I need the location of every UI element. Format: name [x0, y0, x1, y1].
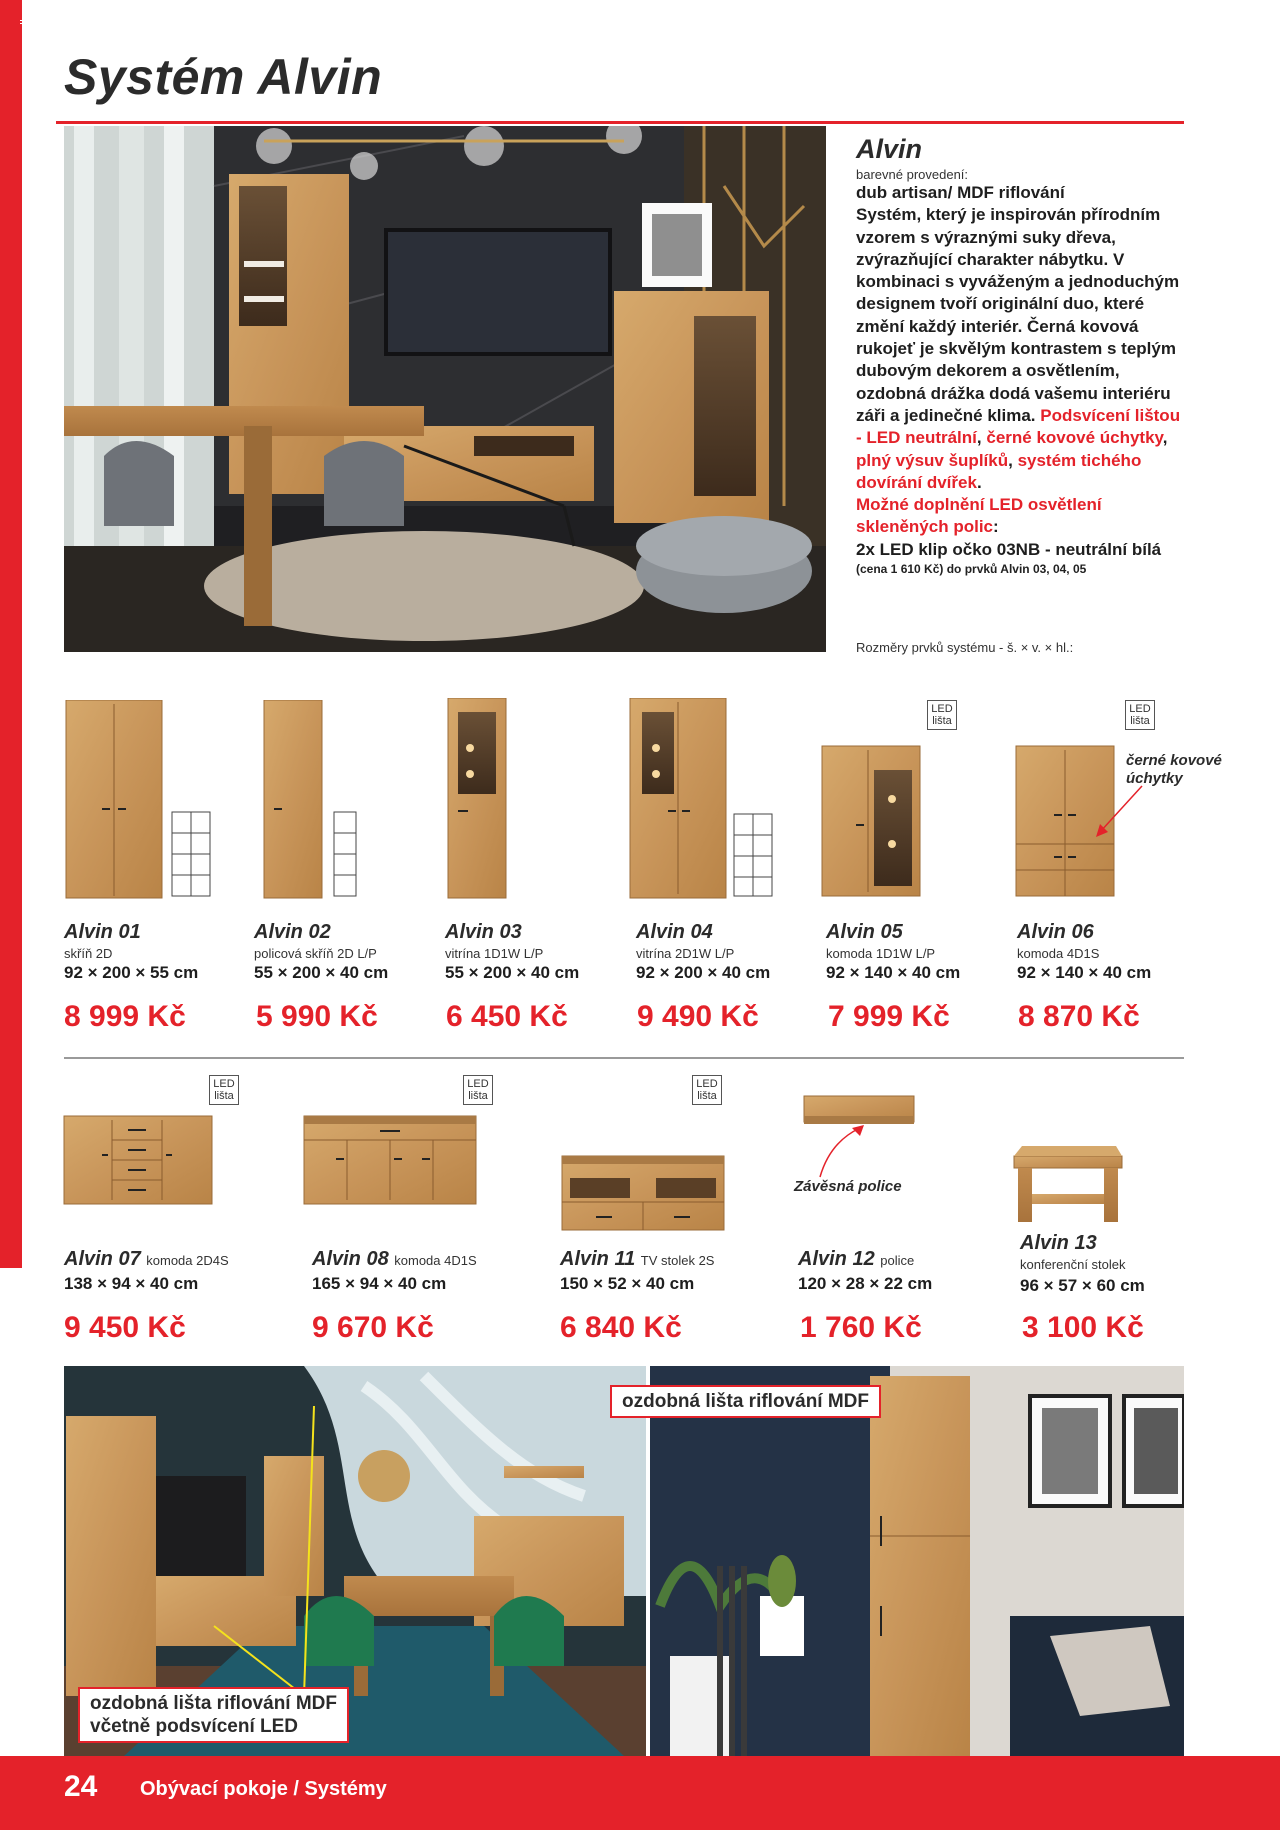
- caption-left-line1: ozdobná lišta riflování MDF: [90, 1693, 338, 1714]
- product-price: 9 670 Kč: [312, 1311, 434, 1344]
- product-price: 1 760 Kč: [800, 1311, 922, 1344]
- product-price: 5 990 Kč: [256, 1000, 378, 1033]
- color-value: dub artisan/ MDF riflování: [856, 183, 1065, 202]
- product-type: TV stolek 2S: [640, 1253, 715, 1268]
- dimensions-note: Rozměry prvků systému - š. × v. × hl.:: [856, 640, 1074, 655]
- handles-callout: černé kovové úchytky: [1126, 752, 1222, 787]
- product-name: Alvin 05: [826, 921, 903, 943]
- led-badge-sublabel: lišta: [1130, 715, 1150, 727]
- product-dimensions: 92 × 200 × 55 cm: [64, 963, 199, 982]
- led-badge-sublabel: lišta: [932, 715, 952, 727]
- product-type: komoda 1D1W L/P: [826, 946, 936, 961]
- description-text: Systém, který je inspirován přírodním vzorem s výraznými suky dřeva, zvýrazňující charakter nábytku. V kombinaci s vyváženým a jednoduchým designem tvoří originální duo, které změní každý interiér. Černá kovová rukojeť je skvělým kontrastem s teplým dubovým dekorem a osvětlením, ozdobná drážka dodá vašemu interiéru záři a jedinečné klima.: [856, 205, 1180, 425]
- side-menu-mark: [20, 20, 28, 24]
- alvin-04-image: [628, 698, 778, 900]
- product-name-text: Alvin 12: [798, 1248, 875, 1270]
- product-name: Alvin 13: [1020, 1232, 1097, 1254]
- product-name: Alvin 02: [254, 921, 331, 943]
- feature-soft-close: systém tichého dovírání dvířek: [856, 450, 1142, 492]
- product-price: 3 100 Kč: [1022, 1311, 1144, 1344]
- caption-right: ozdobná lišta riflování MDF: [610, 1385, 881, 1418]
- living-room-photo-right: [650, 1366, 1184, 1756]
- page-footer: [0, 1756, 1280, 1830]
- side-accent-bar: [0, 0, 22, 1268]
- product-dimensions: 96 × 57 × 60 cm: [1020, 1276, 1145, 1295]
- alvin-05-image: [820, 744, 924, 900]
- product-type: konferenční stolek: [1020, 1257, 1126, 1272]
- product-name: [560, 1248, 714, 1271]
- led-badge-sublabel: lišta: [697, 1090, 717, 1102]
- led-badge-label: LED: [467, 1078, 489, 1090]
- optional-led-text: Možné doplnění LED osvětlení skleněných polic: [856, 495, 1102, 537]
- hero-room-photo: [64, 126, 826, 652]
- alvin-02-image: [262, 700, 362, 900]
- led-badge-alvin-07: [209, 1075, 239, 1105]
- product-name: [64, 1248, 229, 1271]
- product-name: [798, 1248, 914, 1271]
- alvin-03-image: [446, 698, 510, 900]
- product-price: 6 450 Kč: [446, 1000, 568, 1033]
- product-type: policová skříň 2D L/P: [254, 946, 377, 961]
- product-name: Alvin 04: [636, 921, 713, 943]
- page-number: 24: [64, 1770, 98, 1803]
- product-dimensions: 92 × 140 × 40 cm: [1017, 963, 1152, 982]
- description-body: Systém, který je inspirován přírodním vzorem s výraznými suky dřeva, zvýrazňující charakter nábytku. V kombinaci s vyváženým a jednoduchým designem tvoří originální duo, které změní každý interiér. Černá kovová rukojeť je skvělým kontrastem s teplým dubovým dekorem a osvětlením, ozdobná drážka dodá vašemu interiéru záři a jedinečné klima. Podsvícení lištou - LED neutrální, černé kovové úchytky, plný výsuv šuplíků, systém tichého dovírání dvířek.: [856, 205, 1181, 492]
- system-description: [856, 134, 1186, 576]
- page-title: Systém Alvin: [64, 49, 383, 105]
- led-badge-alvin-11: [692, 1075, 722, 1105]
- product-type: vitrína 2D1W L/P: [636, 946, 735, 961]
- led-badge-alvin-08: [463, 1075, 493, 1105]
- product-price: 9 450 Kč: [64, 1311, 186, 1344]
- product-name: [312, 1248, 477, 1271]
- product-price: 6 840 Kč: [560, 1311, 682, 1344]
- product-dimensions: 92 × 140 × 40 cm: [826, 963, 961, 982]
- led-badge-label: LED: [213, 1078, 235, 1090]
- feature-drawers: plný výsuv šuplíků: [856, 450, 1009, 470]
- caption-left: [78, 1687, 349, 1743]
- product-name-text: Alvin 08: [312, 1248, 389, 1270]
- alvin-11-image: [560, 1154, 726, 1232]
- led-note: (cena 1 610 Kč) do prvků Alvin 03, 04, 05: [856, 562, 1087, 577]
- product-name: Alvin 03: [445, 921, 522, 943]
- product-price: 7 999 Kč: [828, 1000, 950, 1033]
- shelf-callout: Závěsná police: [794, 1178, 902, 1195]
- product-dimensions: 55 × 200 × 40 cm: [445, 963, 580, 982]
- led-badge-label: LED: [1129, 703, 1151, 715]
- product-type: vitrína 1D1W L/P: [445, 946, 544, 961]
- product-type: komoda 4D1S: [394, 1253, 477, 1268]
- shelf-arrow-icon: [810, 1122, 870, 1182]
- feature-led: Podsvícení lištou - LED neutrální: [856, 405, 1181, 448]
- feature-handles: černé kovové úchytky: [986, 428, 1163, 448]
- product-name: Alvin 01: [64, 921, 141, 943]
- product-name-text: Alvin 07: [64, 1248, 141, 1270]
- product-dimensions: 150 × 52 × 40 cm: [560, 1274, 695, 1293]
- product-name-text: Alvin 11: [560, 1248, 636, 1270]
- alvin-08-image: [302, 1114, 478, 1206]
- product-dimensions: 55 × 200 × 40 cm: [254, 963, 389, 982]
- led-badge-label: LED: [696, 1078, 718, 1090]
- led-badge-alvin-05: [927, 700, 957, 730]
- product-type: skříň 2D: [64, 946, 113, 961]
- product-price: 8 999 Kč: [64, 1000, 186, 1033]
- alvin-13-image: [1012, 1144, 1124, 1224]
- alvin-01-image: [64, 700, 214, 900]
- handles-arrow-icon: [1090, 782, 1150, 842]
- led-badge-label: LED: [931, 703, 953, 715]
- title-rule: [56, 121, 1184, 124]
- led-badge-sublabel: lišta: [214, 1090, 234, 1102]
- caption-left-line2: včetně podsvícení LED: [90, 1716, 299, 1737]
- color-label: barevné provedení:: [856, 167, 969, 182]
- product-type: police: [880, 1253, 915, 1268]
- led-option: 2x LED klip očko 03NB - neutrální bílá: [856, 539, 1162, 559]
- product-price: 8 870 Kč: [1018, 1000, 1140, 1033]
- led-badge-sublabel: lišta: [468, 1090, 488, 1102]
- optional-led: Možné doplnění LED osvětlení skleněných polic:: [856, 495, 1102, 537]
- section-title: Obývací pokoje / Systémy: [140, 1778, 387, 1800]
- product-price: 9 490 Kč: [637, 1000, 759, 1033]
- led-badge-alvin-06: [1125, 700, 1155, 730]
- product-dimensions: 120 × 28 × 22 cm: [798, 1274, 933, 1293]
- row-divider: [64, 1057, 1184, 1059]
- description-title: Alvin: [856, 134, 923, 164]
- product-type: komoda 2D4S: [146, 1253, 229, 1268]
- product-name: Alvin 06: [1017, 921, 1094, 943]
- product-dimensions: 165 × 94 × 40 cm: [312, 1274, 447, 1293]
- product-type: komoda 4D1S: [1017, 946, 1100, 961]
- product-dimensions: 92 × 200 × 40 cm: [636, 963, 771, 982]
- product-dimensions: 138 × 94 × 40 cm: [64, 1274, 199, 1293]
- alvin-07-image: [62, 1114, 214, 1206]
